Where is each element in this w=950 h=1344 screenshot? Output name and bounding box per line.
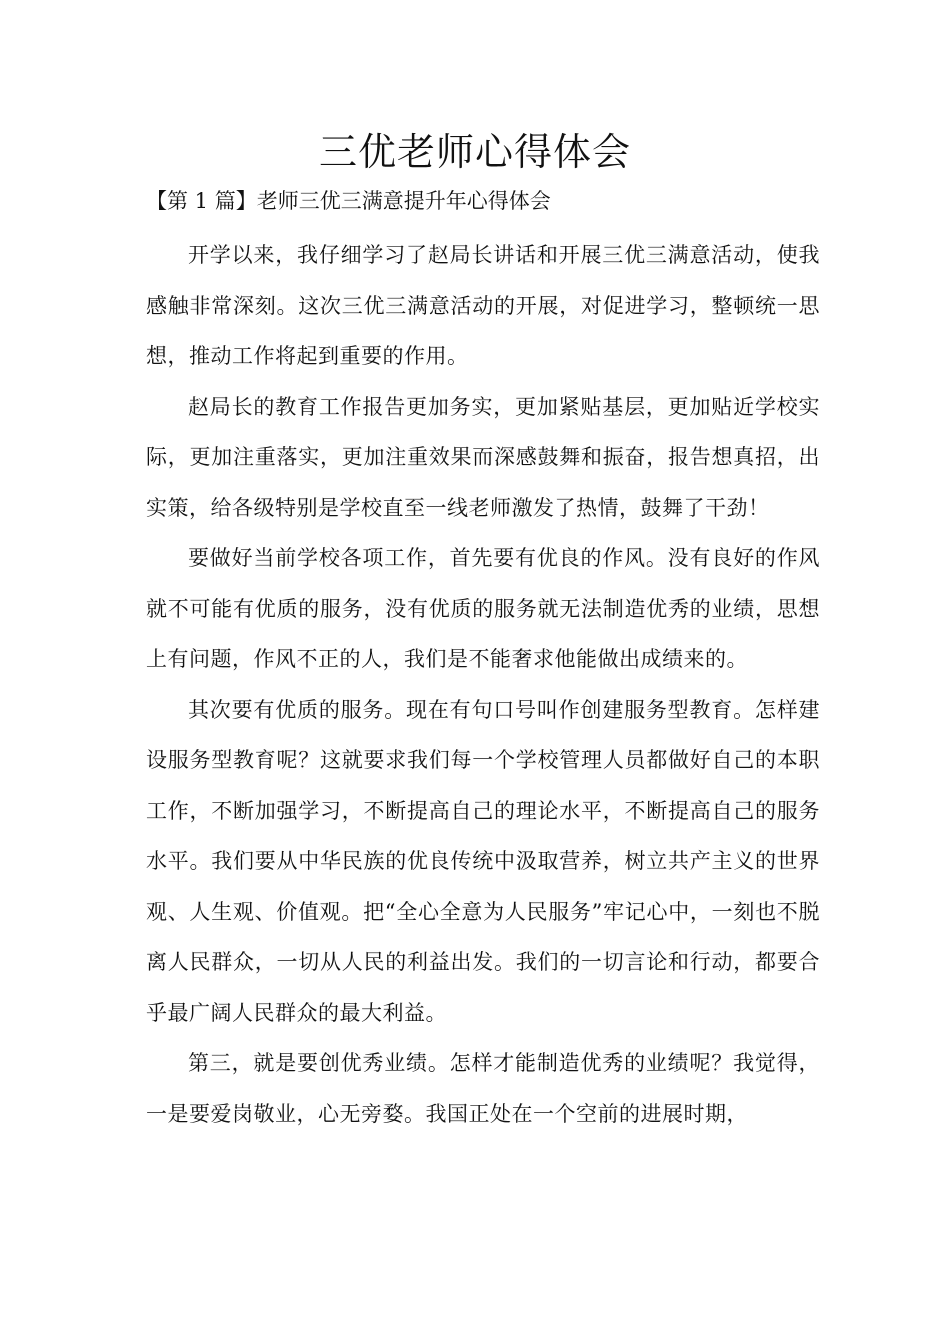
document-body <box>146 230 820 1139</box>
paragraph-5: 第三，就是要创优秀业绩。怎样才能制造优秀的业绩呢？我觉得，一是要爱岗敬业，心无旁婺。我国正处在一个空前的进展时期， <box>146 1051 820 1126</box>
document-title: 三优老师心得体会 <box>318 130 631 174</box>
paragraph-4: 其次要有优质的服务。现在有句口号叫作创建服务型教育。怎样建设服务型教育呢？这就要求我们每一个学校管理人员都做好自己的本职工作，不断加强学习，不断提高自己的理论水平，不断提高自己的服务水平。我们要从中华民族的优良传统中汲取营养，树立共产主义的世界观、人生观、价值观。把“全心全意为人民服务”牢记心中，一刻也不脱离人民群众，一切从人民的利益出发。我们的一切言论和行动，都要合乎最广阔人民群众的最大利益。 <box>146 697 820 1025</box>
section-heading: 【第 1 篇】老师三优三满意提升年心得体会 <box>146 189 551 213</box>
paragraph-2: 赵局长的教育工作报告更加务实，更加紧贴基层，更加贴近学校实际，更加注重落实，更加注重效果而深感鼓舞和振奋，报告想真招，出实策，给各级特别是学校直至一线老师激发了热情，鼓舞了干劲！ <box>146 394 820 520</box>
paragraph-3: 要做好当前学校各项工作，首先要有优良的作风。没有良好的作风就不可能有优质的服务，没有优质的服务就无法制造优秀的业绩，思想上有问题，作风不正的人，我们是不能奢求他能做出成绩来的。 <box>146 546 820 671</box>
paragraph-1: 开学以来，我仔细学习了赵局长讲话和开展三优三满意活动，使我感触非常深刻。这次三优三满意活动的开展，对促进学习，整顿统一思想，推动工作将起到重要的作用。 <box>146 243 820 368</box>
